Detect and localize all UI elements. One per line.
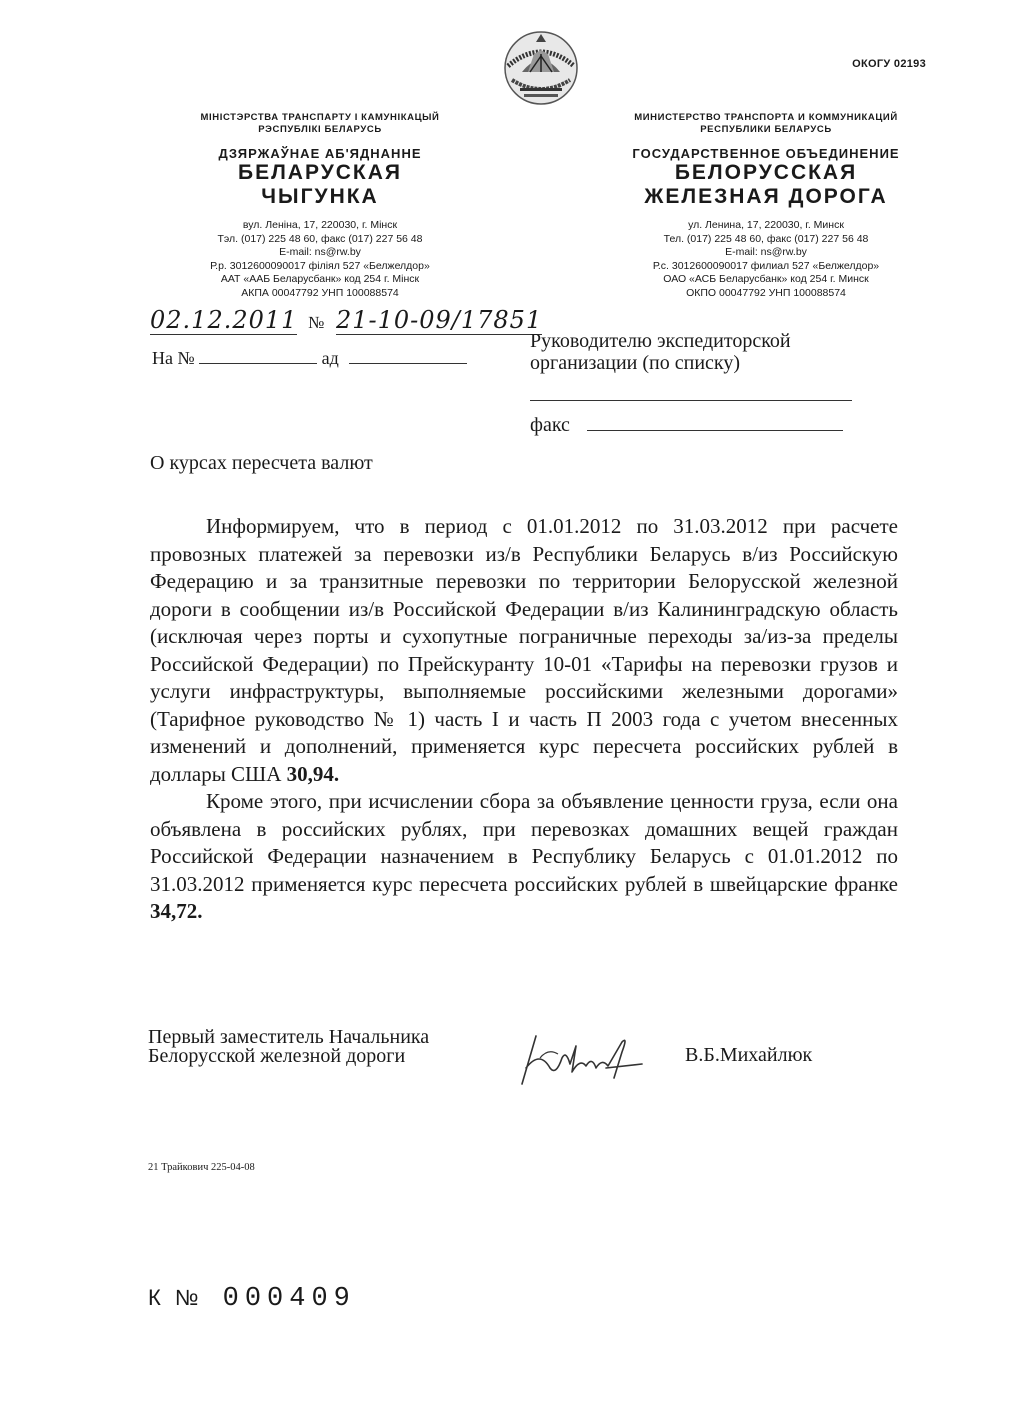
ref-date-blank xyxy=(349,349,467,364)
letterhead-belarusian xyxy=(160,112,480,300)
contact-account: Р.р. 3012600090017 філіял 527 «Белжелдор» xyxy=(210,259,430,272)
okogu-code: ОКОГУ 02193 xyxy=(852,58,926,70)
contact-email: E-mail: ns@rw.by xyxy=(725,246,807,258)
executor-note: 21 Трайкович 225-04-08 xyxy=(148,1162,255,1173)
letter-date: 02.12.2011 xyxy=(150,306,298,334)
serial-number xyxy=(148,1284,356,1314)
org-name: БЕЛАРУСКАЯ xyxy=(237,161,403,184)
period-mark: . xyxy=(333,761,340,786)
paragraph xyxy=(150,513,898,788)
contact-bank: ААТ «ААБ Беларусбанк» код 254 г. Мінск xyxy=(220,273,420,285)
contact-email: E-mail: ns@rw.by xyxy=(279,246,361,258)
fax-line xyxy=(530,414,843,437)
serial-value: 000409 xyxy=(222,1284,356,1314)
org-name: ЖЕЛЕЗНАЯ ДОРОГА xyxy=(644,185,888,208)
ministry-line: МИНИСТЕРСТВО ТРАНСПОРТА И КОММУНИКАЦИЙ xyxy=(634,112,898,123)
contact-phone: Тэл. (017) 225 48 60, факс (017) 227 56 48 xyxy=(217,232,423,245)
ministry-line: РЭСПУБЛІКІ БЕЛАРУСЬ xyxy=(258,124,382,135)
org-name: БЕЛОРУССКАЯ xyxy=(674,161,858,184)
org-type: ДЗЯРЖАЎНАЕ АБ'ЯДНАННЕ xyxy=(218,146,422,161)
number-sign: № xyxy=(308,313,326,332)
fax-label: факс xyxy=(530,414,570,436)
addressee-blank-line xyxy=(530,400,852,401)
letter-body xyxy=(150,513,898,926)
addressee-line: организации (по списку) xyxy=(530,352,740,374)
contact-codes: ОКПО 00047792 УНП 100088574 xyxy=(686,286,846,299)
reference-line xyxy=(152,348,467,369)
contact-account: Р.с. 3012600090017 филиал 527 «Белжелдор» xyxy=(652,259,880,272)
usd-rate: 30,94 xyxy=(286,761,334,786)
signer-title-line: Первый заместитель Начальника xyxy=(148,1026,430,1048)
ministry-line: РЕСПУБЛИКИ БЕЛАРУСЬ xyxy=(700,124,832,135)
org-name: ЧЫГУНКА xyxy=(261,185,379,208)
ministry-line: МІНІСТЭРСТВА ТРАНСПАРТУ І КАМУНІКАЦЫЙ xyxy=(200,112,440,123)
contact-address: ул. Ленина, 17, 220030, г. Минск xyxy=(688,219,844,231)
paragraph-text: Информируем, что в период с 01.01.2012 по 31.03.2012 при расчете провозных платежей за перевозки из/в Республики Беларусь в/из Российскую Федерацию и за транзитные перевозки по территории Белорусской железной дороги в сообщении из/в Российской Федерации в/из Калининградскую область (исключая через порты и сухопутные пограничные переходы за/из-за пределы Российской Федерации) по Прейскуранту 10-01 «Тарифы на перевозки грузов и услуги инфраструктуры, выполняемые российскими железными дорогами» (Тарифное руководство № 1) часть I и часть П 2003 года с учетом внесенных изменений и дополнений, применяется курс пересчета российских рублей в доллары США xyxy=(150,514,898,786)
ref-label: На № xyxy=(152,348,195,368)
serial-prefix: К № xyxy=(148,1285,203,1310)
contacts xyxy=(606,219,926,300)
ref-from-label: ад xyxy=(321,348,339,368)
fax-blank xyxy=(587,416,843,431)
letter-subject: О курсах пересчета валют xyxy=(150,452,373,474)
contacts xyxy=(160,219,480,300)
signer-name: В.Б.Михайлюк xyxy=(685,1044,813,1066)
ref-number-blank xyxy=(199,349,317,364)
paragraph xyxy=(150,788,898,926)
signer-title-line: Белорусской железной дороги xyxy=(148,1045,406,1067)
org-type: ГОСУДАРСТВЕННОЕ ОБЪЕДИНЕНИЕ xyxy=(632,146,900,161)
letterhead-russian xyxy=(606,112,926,300)
registration-line xyxy=(150,306,542,334)
addressee xyxy=(530,330,791,374)
period-mark: . xyxy=(197,899,203,923)
handwritten-signature xyxy=(510,1028,650,1088)
signer-title xyxy=(148,1028,429,1066)
state-emblem-icon xyxy=(500,28,582,106)
addressee-line: Руководителю экспедиторской xyxy=(530,330,791,352)
contact-bank: ОАО «АСБ Беларусбанк» код 254 г. Минск xyxy=(663,273,869,285)
contact-phone: Тел. (017) 225 48 60, факс (017) 227 56 48 xyxy=(663,232,869,245)
chf-rate: 34,72 xyxy=(150,899,198,923)
letter-number: 21-10-09/17851 xyxy=(335,306,543,334)
contact-codes: АКПА 00047792 УНП 100088574 xyxy=(241,286,399,299)
contact-address: вул. Леніна, 17, 220030, г. Мінск xyxy=(242,219,398,231)
paragraph-text: Кроме этого, при исчислении сбора за объявление ценности груза, если она объявлена в российских рублях, при перевозках домашних вещей граждан Российской Федерации назначением в Республику Беларусь с 01.01.2012 по 31.03.2012 применяется курс пересчета российских рублей в швейцарские франке xyxy=(150,789,898,896)
